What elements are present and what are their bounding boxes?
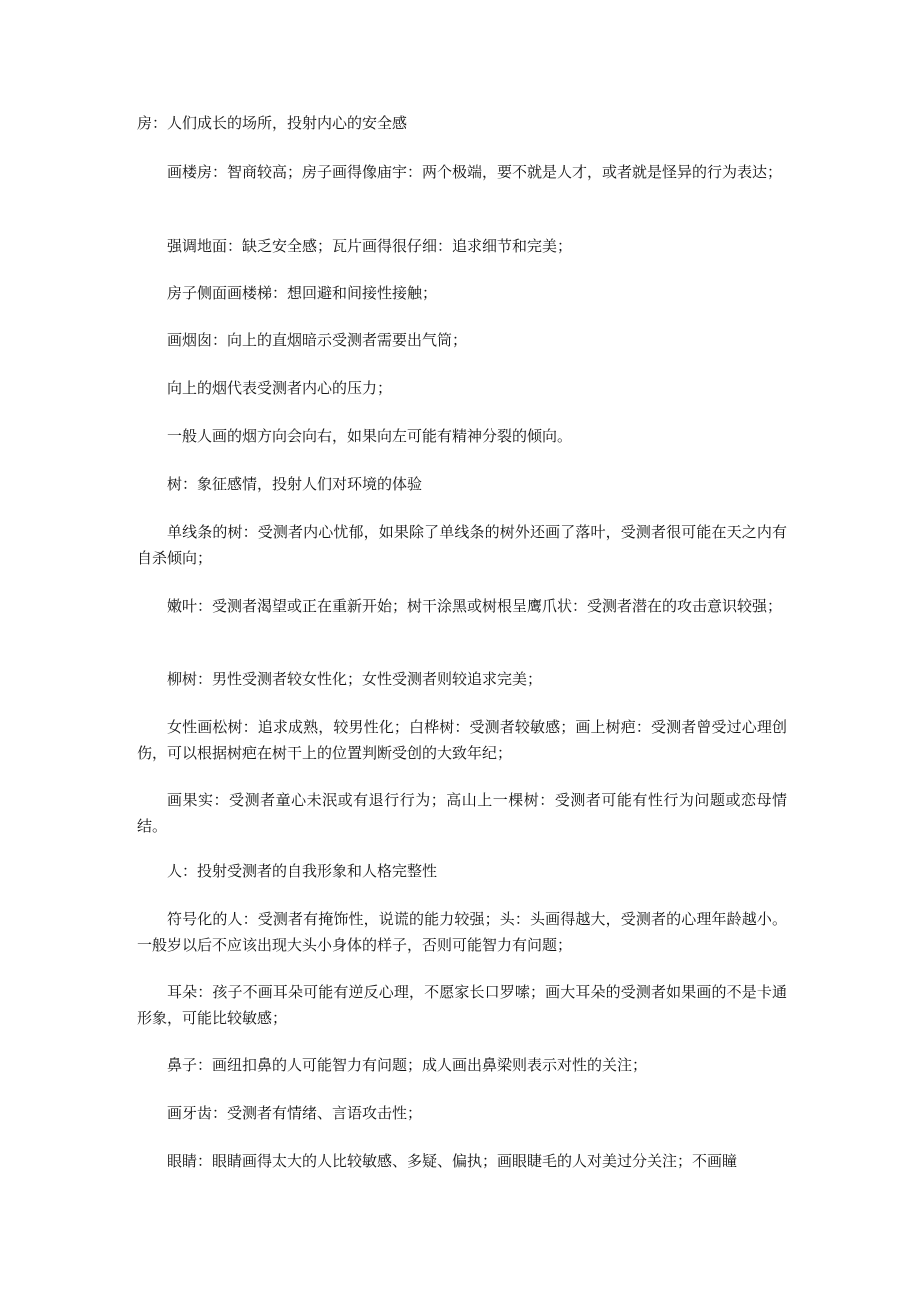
paragraph: 一般人画的烟方向会向右，如果向左可能有精神分裂的倾向。: [167, 427, 573, 445]
paragraph: 向上的烟代表受测者内心的压力；: [167, 379, 393, 397]
paragraph: 嫩叶：受测者渴望或正在重新开始；树干涂黑或树根呈鹰爪状：受测者潜在的攻击意识较强；: [167, 597, 783, 615]
paragraph: 画牙齿：受测者有情绪、言语攻击性；: [167, 1104, 423, 1122]
paragraph: 强调地面：缺乏安全感；瓦片画得很仔细：追求细节和完美；: [167, 237, 573, 255]
paragraph: 画烟囱：向上的直烟暗示受测者需要出气筒；: [167, 331, 468, 349]
paragraph: 耳朵：孩子不画耳朵可能有逆反心理，不愿家长口罗嗦；画大耳朵的受测者如果画的不是卡通形象，可能比较敏感；: [137, 983, 787, 1027]
paragraph: 符号化的人：受测者有掩饰性，说谎的能力较强；头：头画得越大，受测者的心理年龄越小。一般岁以后不应该出现大头小身体的样子，否则可能智力有问题；: [137, 910, 787, 954]
section-heading-tree: 树：象征感情，投射人们对环境的体验: [167, 475, 423, 493]
section-heading-person: 人：投射受测者的自我形象和人格完整性: [167, 862, 438, 880]
paragraph: 画楼房：智商较高；房子画得像庙宇：两个极端，要不就是人才，或者就是怪异的行为表达；: [167, 163, 783, 181]
paragraph: 鼻子：画纽扣鼻的人可能智力有问题；成人画出鼻梁则表示对性的关注；: [167, 1056, 648, 1074]
paragraph: 房子侧面画楼梯：想回避和间接性接触；: [167, 284, 438, 302]
paragraph: 柳树：男性受测者较女性化；女性受测者则较追求完美；: [167, 670, 543, 688]
section-heading-house: 房：人们成长的场所，投射内心的安全感: [137, 114, 408, 132]
paragraph: 眼睛：眼睛画得太大的人比较敏感、多疑、偏执；画眼睫毛的人对美过分关注；不画瞳: [167, 1152, 738, 1170]
paragraph: 女性画松树：追求成熟，较男性化；白桦树：受测者较敏感；画上树疤：受测者曾受过心理创伤，可以根据树疤在树干上的位置判断受创的大致年纪；: [137, 718, 787, 762]
paragraph: 单线条的树：受测者内心忧郁，如果除了单线条的树外还画了落叶，受测者很可能在天之内有自杀倾向；: [137, 523, 787, 567]
paragraph: 画果实：受测者童心未泯或有退行行为；高山上一棵树：受测者可能有性行为问题或恋母情结。: [137, 791, 787, 835]
